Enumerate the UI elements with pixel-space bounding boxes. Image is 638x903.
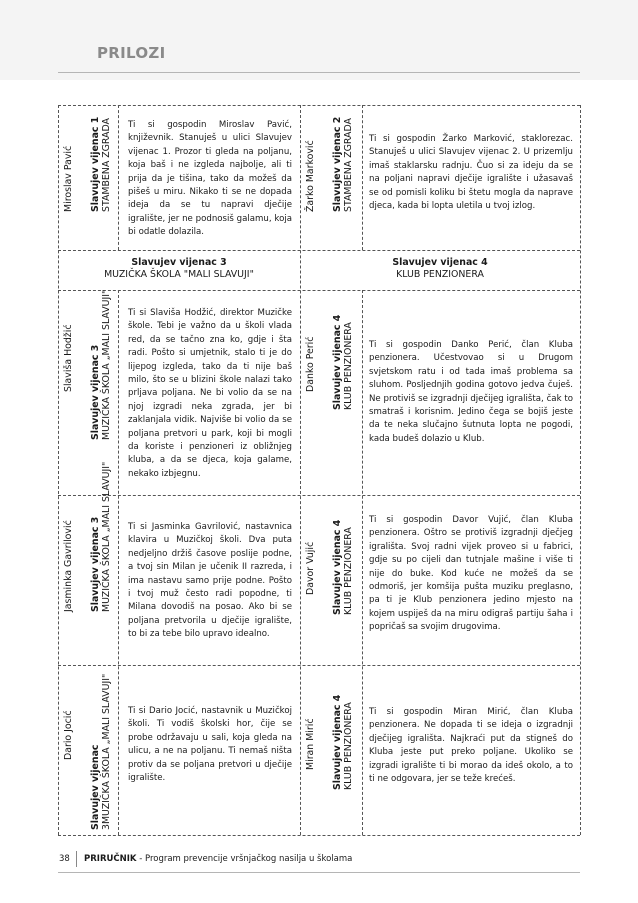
- group-title-left: [58, 257, 300, 281]
- group-title-right: [300, 257, 580, 281]
- card-address: Slavujev vijenac: [90, 744, 101, 830]
- role-card-text: Ti si Dario Jocić, nastavnik u Muzičkoj školi. Ti vodiš školski hor, čije se probe održavaju u sali, koja gleda na ulicu, a ne na poljanu. Ti nemaš ništa protiv da se poljana pretvori u dječije igralište.: [128, 706, 292, 784]
- footer-subtitle: - Program prevencije vršnjačkog nasilja u školama: [136, 854, 353, 864]
- card-place: MUZIČKA ŠKOLA „MALI SLAVUJI": [101, 461, 112, 612]
- card-name: Dario Jocić: [63, 710, 74, 760]
- footer-divider: [58, 872, 580, 873]
- cut-line-row1: [58, 250, 580, 251]
- card-address-label: [332, 695, 354, 790]
- card-address: Slavujev vijenac 4: [332, 519, 343, 615]
- page-title: PRILOZI: [97, 44, 166, 62]
- card-address-label: [90, 117, 112, 212]
- cut-line-row4: [58, 665, 580, 666]
- footer-separator: [76, 851, 77, 867]
- card-address: Slavujev vijenac 1: [90, 116, 101, 212]
- card-place: KLUB PENZIONERA: [343, 702, 354, 790]
- cut-line-row2: [58, 290, 580, 291]
- cut-line-center: [300, 105, 301, 835]
- card-name: Slaviša Hodžić: [63, 324, 74, 392]
- group-subtitle: KLUB PENZIONERA: [396, 269, 484, 280]
- card-address-label: [332, 520, 354, 615]
- role-card-text: Ti si gospodin Danko Perić, član Kluba penzionera. Učestvovao si u Drugom svjetskom ratu i od tada imaš problema sa sluhom. Posljednjih godina gotovo jedva čuješ. Ne protiviš se izgradnji dječijeg igrališta, čak to smatraš i korisnim. Jedino čega se bojiš jeste da te neka slučajno šutnuta lopta ne pogodi, kada budeš dolazio u Klub.: [369, 340, 573, 444]
- card-address-label: [90, 674, 112, 830]
- group-subtitle: MUZIČKA ŠKOLA "MALI SLAVUJI": [104, 269, 254, 280]
- role-card-text: Ti si gospodin Žarko Marković, staklorezac. Stanuješ u ulici Slavujev vijenac 2. U prizemlju imaš staklarsku radnju. Čuo si za ideju da se na poljani napravi dječije igralište i užasavaš se od pomisli koliku bi štetu mogla da naprave djeca, kada bi lopta uletila u tvoj izlog.: [369, 134, 573, 212]
- card-address: Slavujev vijenac 4: [332, 314, 343, 410]
- cut-line-bottom: [58, 835, 580, 836]
- cut-line-col1-lower: [118, 290, 119, 835]
- card-name: Jasminka Gavrilović: [63, 520, 74, 612]
- cut-line-col1-r1: [118, 105, 119, 250]
- card-place: STAMBENA ZGRADA: [343, 118, 354, 212]
- group-title: Slavujev vijenac 4: [392, 257, 488, 268]
- cut-line-col2-lower: [362, 290, 363, 835]
- card-address: Slavujev vijenac 4: [332, 694, 343, 790]
- card-address-label: [332, 315, 354, 410]
- header-divider: [58, 72, 580, 73]
- card-address: Slavujev vijenac 2: [332, 116, 343, 212]
- card-place: KLUB PENZIONERA: [343, 527, 354, 615]
- cut-line-col2-r1: [362, 105, 363, 250]
- group-title: Slavujev vijenac 3: [131, 257, 227, 268]
- card-place: KLUB PENZIONERA: [343, 322, 354, 410]
- footer-running-title: [84, 854, 352, 864]
- page-number: 38: [59, 854, 70, 864]
- card-place: 3MUZIČKA ŠKOLA „MALI SLAVUJI": [101, 673, 112, 830]
- card-name: Miroslav Pavić: [63, 145, 74, 212]
- card-address-label: [90, 290, 112, 440]
- card-name: Davor Vujić: [305, 541, 316, 595]
- footer-book: PRIRUČNIK: [84, 854, 137, 864]
- card-name: Miran Mirić: [305, 718, 316, 770]
- role-card-text: Ti si Jasminka Gavrilović, nastavnica klavira u Muzičkoj školi. Dva puta nedjeljno držiš časove poslije podne, a tvoj sin Milan je učenik II razreda, i ima nastavu samo prije podne. Pošto i tvoj muž često radi popodne, ti Milana dovodiš na posao. Ako bi se poljana pretvorila u dječije igralište, to bi za tebe bilo upravo idealno.: [128, 522, 292, 640]
- role-card-text: Ti si gospodin Davor Vujić, član Kluba penzionera. Oštro se protiviš izgradnji dječjeg igrališta. Svoj radni vijek proveo si u fabrici, gdje su po cijeli dan tutnjale mašine i više ti nije do buke. Kod kuće ne možeš da se odmoriš, jer komšija pušta muziku preglasno, pa ti je Klub penzionera jedino mjesto na kojem uspiješ da na miru odigraš partiju šaha i popričaš sa svojim drugovima.: [369, 515, 573, 633]
- card-place: MUZIČKA ŠKOLA „MALI SLAVUJI": [101, 289, 112, 440]
- role-card-text: Ti si gospodin Miroslav Pavić, književnik. Stanuješ u ulici Slavujev vijenac 1. Prozor ti gleda na poljanu, koja baš i ne izgleda najbolje, ali ti prija da je tišina, tako da možeš da pišeš u miru. Nikako ti se ne dopada ideja da se tu napravi dječije igralište, jer ne podnosiš galamu, koja bi odatle dolazila.: [128, 120, 292, 238]
- card-address-label: [332, 117, 354, 212]
- header-bar: [0, 0, 638, 80]
- cut-line-right: [580, 105, 581, 835]
- card-address: Slavujev vijenac 3: [90, 344, 101, 440]
- card-address-label: [90, 462, 112, 612]
- cut-line-top: [58, 105, 580, 106]
- card-name: Danko Perić: [305, 336, 316, 392]
- cut-line-left: [58, 105, 59, 835]
- card-address: Slavujev vijenac 3: [90, 516, 101, 612]
- role-card-text: Ti si Slaviša Hodžić, direktor Muzičke škole. Tebi je važno da u školi vlada red, da se tačno zna ko, gdje i šta radi. Pošto si umjetnik, stalo ti je do lijepog izgleda, tako da ti nije baš milo, što se u blizini škole nalazi tako prljava poljana. Ne bi volio da se na njoj izgradi neka zgrada, jer bi zaklanjala vidik. Najviše bi volio da se poljana pretvori u park, koji bi mogli da koriste i penzioneri iz obližnjeg kluba, a da se djeca, koja galame, nekako izbjegnu.: [128, 308, 292, 479]
- role-card-text: Ti si gospodin Miran Mirić, član Kluba penzionera. Ne dopada ti se ideja o izgradnji dječijeg igrališta. Najkraći put da stigneš do Kluba jeste put preko poljane. Ukoliko se izgradi igralište ti bi morao da ideš okolo, a to ti ne odgovara, jer se teže krećeš.: [369, 707, 573, 785]
- card-place: STAMBENA ZGRADA: [101, 118, 112, 212]
- cut-line-row3: [58, 495, 580, 496]
- card-name: Žarko Marković: [305, 140, 316, 212]
